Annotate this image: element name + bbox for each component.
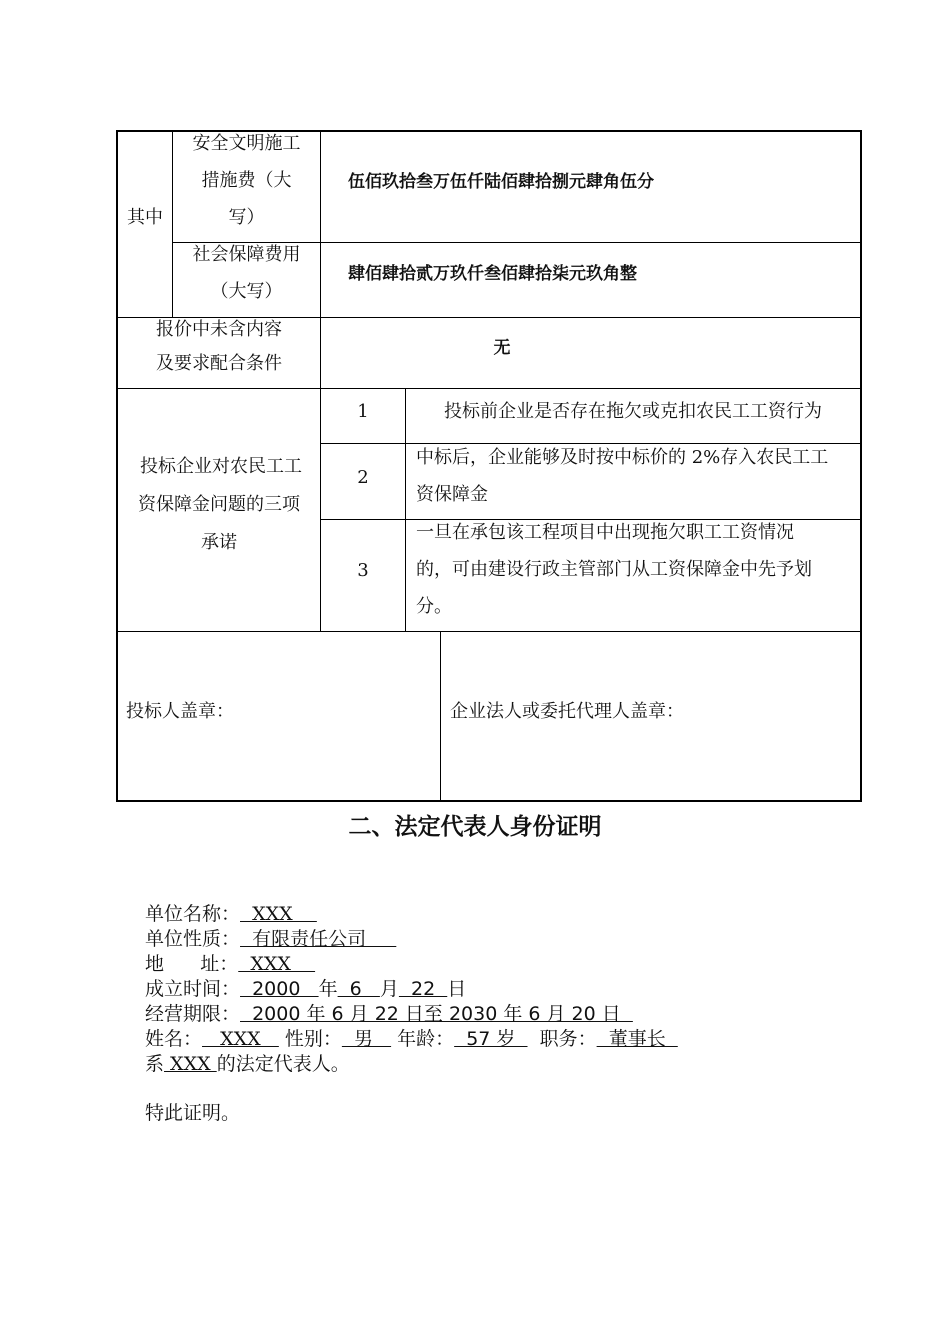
bjwh-label-line2: 及要求配合条件 [156, 353, 282, 374]
founded-label: 成立时间： [145, 978, 241, 1000]
age-value: 57 岁 [454, 1028, 528, 1050]
section-title: 二、法定代表人身份证明 [348, 814, 602, 840]
item3-text-line1: 一旦在承包该工程项目中出现拖欠职工工资情况 [416, 522, 794, 543]
item2-text-line2: 资保障金 [416, 484, 488, 505]
person-row [145, 1027, 678, 1052]
aqwm-label-line1: 安全文明施工 [192, 133, 301, 154]
aqwm-label-line3: 写） [228, 207, 265, 228]
gender-label: 性别： [278, 1028, 342, 1050]
aqwm-value: 伍佰玖拾叁万伍仟陆佰肆拾捌元肆角伍分 [348, 172, 654, 192]
shbz-label-line2: （大写） [210, 281, 283, 302]
address-row [145, 952, 315, 977]
cn-label-line2: 资保障金问题的三项 [138, 494, 300, 515]
gender-value: 男 [341, 1028, 392, 1050]
month-char: 月 [379, 978, 399, 1000]
age-label: 年龄： [391, 1028, 455, 1050]
founded-day: 22 [398, 978, 448, 1000]
aqwm-label-line2: 措施费（大 [201, 170, 292, 191]
term-value: 2000 年 6 月 22 日至 2030 年 6 月 20 日 [240, 1003, 633, 1025]
qizhong-label: 其中 [127, 207, 163, 228]
item3-text-line2: 的，可由建设行政主管部门从工资保障金中先予划 [416, 559, 812, 580]
closing-text: 特此证明。 [145, 1102, 241, 1124]
shbz-value: 肆佰肆拾贰万玖仟叁佰肆拾柒元玖角整 [348, 264, 637, 284]
name-value: XXX [202, 1028, 279, 1050]
statement-prefix: 系 [145, 1053, 165, 1075]
closing-row [145, 1101, 240, 1126]
name-label: 姓名： [145, 1028, 203, 1050]
founded-month: 6 [337, 978, 380, 1000]
shbz-label-line1: 社会保障费用 [192, 244, 301, 265]
statement-value: XXX [164, 1053, 217, 1075]
unit-name-row [145, 902, 317, 927]
term-label: 经营期限： [145, 1003, 241, 1025]
item1-text: 投标前企业是否存在拖欠或克扣农民工工资行为 [444, 401, 822, 422]
statement-suffix: 的法定代表人。 [216, 1053, 350, 1075]
bjwh-value: 无 [493, 338, 511, 358]
founded-year: 2000 [240, 978, 319, 1000]
statement-row [145, 1052, 350, 1077]
address-label: 地 址： [145, 953, 239, 975]
address-value: XXX [238, 953, 316, 975]
founded-row [145, 977, 466, 1002]
item1-number: 1 [357, 401, 369, 422]
unit-type-value: 有限责任公司 [240, 928, 397, 950]
cn-label-line3: 承诺 [201, 532, 237, 553]
term-row [145, 1002, 633, 1027]
unit-name-value: XXX [240, 903, 317, 925]
unit-type-label: 单位性质： [145, 928, 241, 950]
position-label: 职务： [527, 1028, 597, 1050]
bjwh-label-line1: 报价中未含内容 [156, 319, 282, 340]
bidder-seal-label: 投标人盖章： [126, 701, 234, 722]
day-char: 日 [447, 978, 467, 1000]
year-char: 年 [318, 978, 338, 1000]
cn-label-line1: 投标企业对农民工工 [140, 456, 302, 477]
item2-number: 2 [357, 467, 369, 488]
unit-name-label: 单位名称： [145, 903, 241, 925]
item3-text-line3: 分。 [416, 596, 452, 617]
unit-type-row [145, 927, 396, 952]
legal-rep-seal-label: 企业法人或委托代理人盖章： [450, 701, 684, 722]
item3-number: 3 [357, 560, 369, 581]
item2-text-line1: 中标后，企业能够及时按中标价的 2%存入农民工工 [416, 447, 829, 468]
position-value: 董事长 [596, 1028, 678, 1050]
